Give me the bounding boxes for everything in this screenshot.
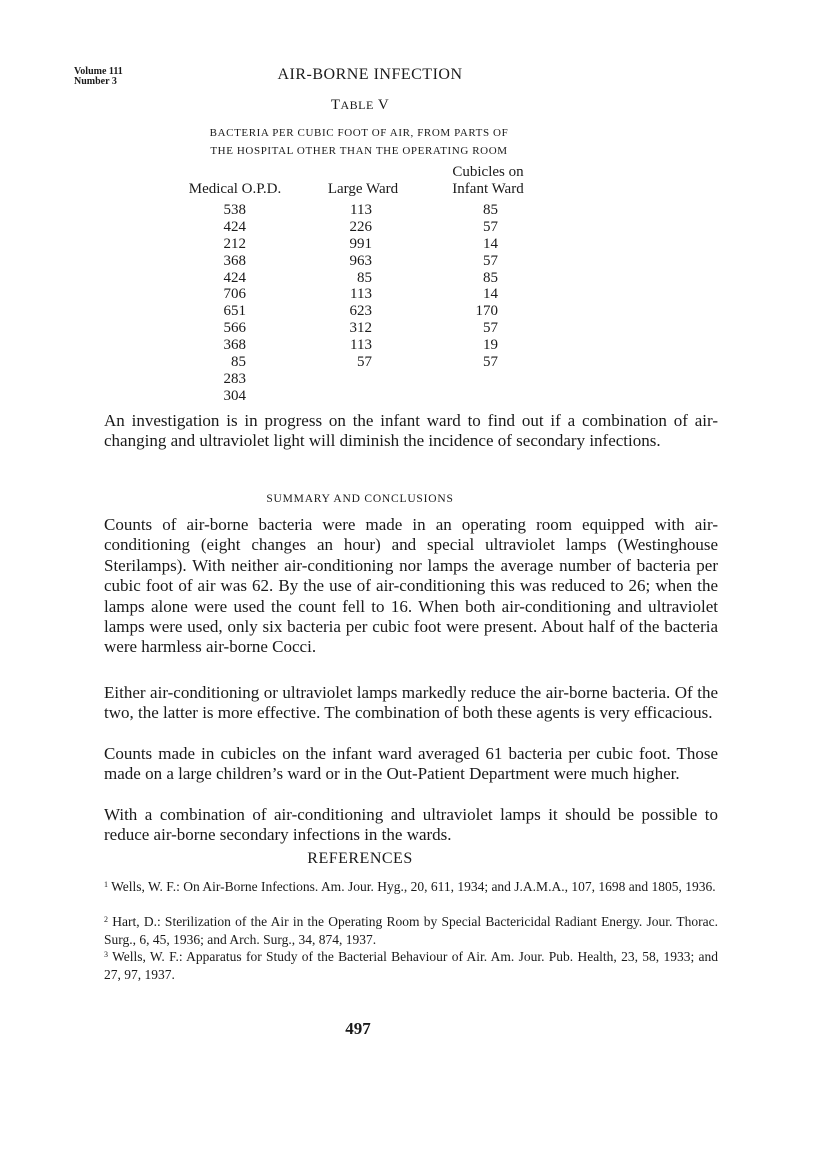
- column-header-large-ward: [308, 164, 418, 198]
- table-cell: 19: [483, 337, 498, 354]
- column-values-large-ward: [336, 202, 372, 371]
- summary-paragraph-4: With a combination of air-conditioning and ultraviolet lamps it should be possible to reduce air-borne secondary infections in the wards.: [104, 805, 718, 845]
- table-cell: 368: [223, 337, 246, 354]
- table-caption-line-2: THE HOSPITAL OTHER THAN THE OPERATING ROOM: [210, 145, 508, 157]
- reference-number: 2: [104, 915, 108, 924]
- table-caption-line-1: BACTERIA PER CUBIC FOOT OF AIR, FROM PARTS OF: [209, 127, 509, 139]
- table-cell: 57: [483, 252, 498, 269]
- reference-text: Hart, D.: Sterilization of the Air in the Operating Room by Special Bactericidal Radiant Energy. Jour. Thorac. Surg., 6, 45, 1936; and Arch. Surg., 34, 874, 1937.: [104, 914, 718, 947]
- table-cell: 85: [483, 202, 498, 218]
- column-header-line-2: Infant Ward: [452, 181, 524, 197]
- table-cell: 57: [483, 218, 498, 235]
- volume-label: Volume 111: [74, 66, 123, 77]
- running-title: AIR-BORNE INFECTION: [277, 66, 463, 83]
- summary-heading: SUMMARY AND CONCLUSIONS: [266, 493, 454, 505]
- table-cell: 651: [223, 303, 246, 320]
- column-header-line-1: [168, 164, 302, 181]
- column-header-line-1: Cubicles on: [452, 164, 524, 180]
- table-cell: 368: [223, 252, 246, 269]
- table-cell: 312: [349, 320, 372, 337]
- reference-item: [104, 911, 718, 949]
- table-cell: 170: [475, 303, 498, 320]
- table-cell: 963: [349, 252, 372, 269]
- table-cell: 304: [223, 387, 246, 404]
- summary-paragraph-1: Counts of air-borne bacteria were made in an operating room equipped with air-conditioning (eight changes an hour) and special ultraviolet lamps (Westinghouse Sterilamps). With neither air-conditioning nor lamps the average number of bacteria per cubic foot of air was 62. By the use of air-conditioning this was reduced to 26; when the lamps alone were used the count fell to 16. When both air-conditioning and ultraviolet lamps were used, only six bacteria per cubic foot were present. About half of the bacteria were harmless air-borne Cocci.: [104, 515, 718, 657]
- table-cell: 424: [223, 269, 246, 286]
- reference-number: 1: [104, 880, 108, 889]
- references-heading: REFERENCES: [307, 850, 413, 867]
- table-cell: 991: [349, 235, 372, 252]
- table-label-rest: ABLE: [340, 98, 374, 112]
- column-header-medical: [168, 164, 302, 198]
- table-cell: 424: [223, 218, 246, 235]
- number-label: Number 3: [74, 76, 117, 87]
- table-cell: 113: [350, 337, 372, 354]
- table-cell: 212: [223, 235, 246, 252]
- table-cell: 623: [349, 303, 372, 320]
- column-header-infant-ward: [432, 164, 544, 198]
- table-label: [0, 97, 720, 114]
- table-cell: 85: [483, 269, 498, 286]
- table-cell: 14: [483, 235, 498, 252]
- reference-text: Wells, W. F.: On Air-Borne Infections. Am. Jour. Hyg., 20, 611, 1934; and J.A.M.A., 107, 1698 and 1805, 1936.: [111, 879, 716, 894]
- table-cell: 538: [223, 202, 246, 218]
- table-cell: 566: [223, 320, 246, 337]
- table-cell: 14: [483, 286, 498, 303]
- table-label-numeral: V: [377, 97, 390, 113]
- table-label-cap: T: [330, 97, 341, 113]
- column-values-infant-ward: [462, 202, 498, 371]
- reference-item: [104, 946, 718, 984]
- column-values-medical: [210, 202, 246, 405]
- reference-item: [104, 876, 718, 896]
- table-cell: 283: [223, 370, 246, 387]
- table-cell: 226: [349, 218, 372, 235]
- summary-paragraph-2: Either air-conditioning or ultraviolet lamps markedly reduce the air-borne bacteria. Of the two, the latter is more effective. The combination of both these agents is very efficacious.: [104, 683, 718, 723]
- column-header-line-2: Medical O.P.D.: [188, 181, 282, 197]
- table-cell: 113: [350, 202, 372, 218]
- summary-paragraph-3: Counts made in cubicles on the infant ward averaged 61 bacteria per cubic foot. Those made on a large children’s ward or in the Out-Patient Department were much higher.: [104, 744, 718, 784]
- table-cell: 706: [223, 286, 246, 303]
- page-number: 497: [345, 1019, 371, 1038]
- table-cell: 57: [483, 320, 498, 337]
- reference-text: Wells, W. F.: Apparatus for Study of the Bacterial Behaviour of Air. Am. Jour. Pub. Health, 23, 58, 1933; and 27, 97, 1937.: [104, 949, 718, 982]
- table-cell: 85: [357, 269, 372, 286]
- table-caption: [176, 124, 542, 160]
- paragraph-investigation: An investigation is in progress on the infant ward to find out if a combination of air-changing and ultraviolet light will diminish the incidence of secondary infections.: [104, 411, 718, 451]
- table-cell: 57: [483, 354, 498, 371]
- column-header-line-1: [308, 164, 418, 181]
- table-cell: 85: [231, 354, 246, 371]
- table-cell: 57: [357, 354, 372, 371]
- table-cell: 113: [350, 286, 372, 303]
- column-header-line-2: Large Ward: [327, 181, 399, 197]
- reference-number: 3: [104, 950, 108, 959]
